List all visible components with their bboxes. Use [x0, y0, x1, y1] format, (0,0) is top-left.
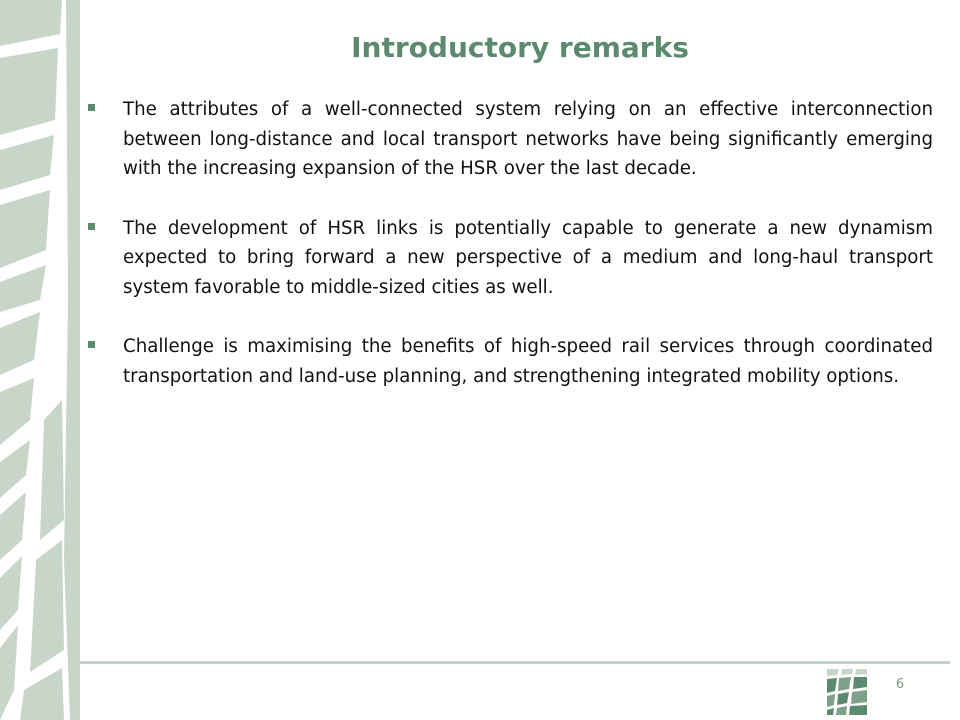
bullet-text: The development of HSR links is potentially capable to generate a new dynamism expected to bring forward a new perspective of a medium and long-haul transport system favorable to middle-sized cities as well.	[123, 217, 933, 298]
bullet-item	[88, 95, 933, 184]
footer-divider	[80, 661, 950, 664]
square-bullet-icon	[88, 341, 95, 348]
bullet-item	[88, 214, 933, 303]
bullet-item	[88, 332, 933, 391]
bullet-text: The attributes of a well-connected system relying on an effective interconnection between long-distance and local transport networks have being significantly emerging with the increasing expansion of the HSR over the last decade.	[123, 99, 933, 179]
slide-title: Introductory remarks	[351, 31, 689, 64]
bullet-list	[88, 95, 933, 421]
left-decorative-pattern	[0, 0, 80, 720]
bullet-text: Challenge is maximising the benefits of high-speed rail services through coordinated transportation and land-use planning, and strengthening integrated mobility options.	[123, 336, 933, 387]
square-bullet-icon	[88, 223, 95, 230]
square-bullet-icon	[88, 104, 95, 111]
footer-logo-icon	[825, 667, 869, 717]
page-number: 6	[895, 677, 905, 692]
